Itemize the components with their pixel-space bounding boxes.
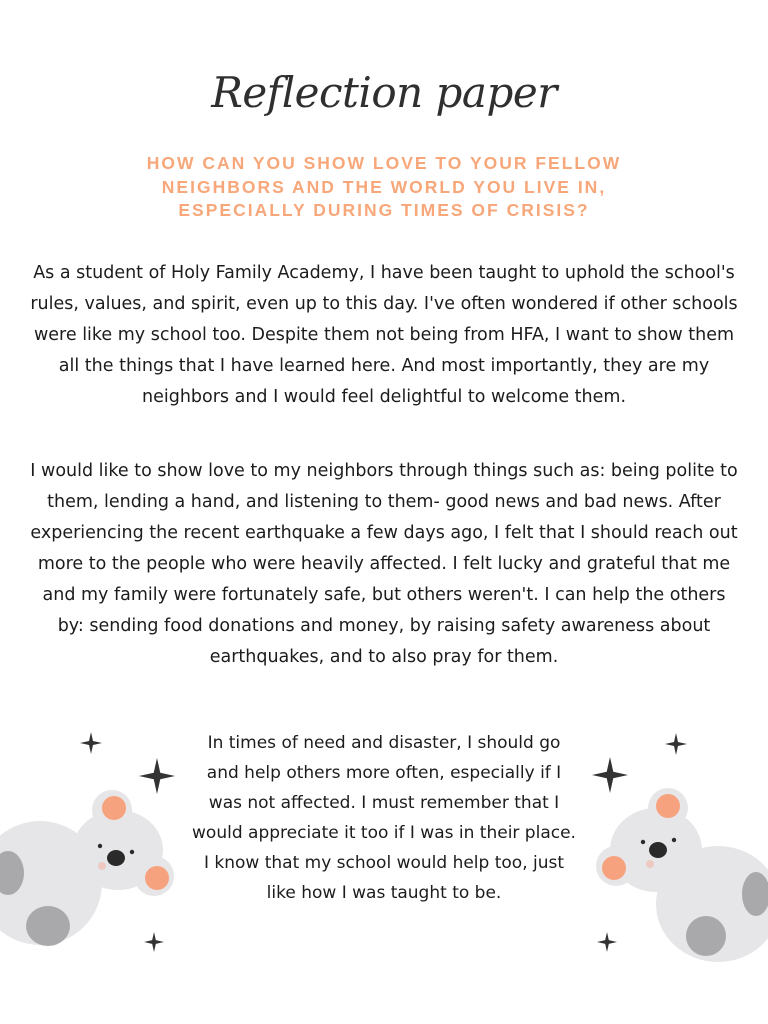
- star-icon: [139, 758, 175, 794]
- question-heading: HOW CAN YOU SHOW LOVE TO YOUR FELLOW NEIGHBORS AND THE WORLD YOU LIVE IN, ESPECIALLY DURING TIMES OF CRISIS?: [146, 153, 622, 220]
- paragraph-1: As a student of Holy Family Academy, I have been taught to uphold the school's rules, values, and spirit, even up to this day. I've often wondered if other schools were like my school too. Despite them not being from HFA, I want to show them all the things that I have learned here. And most importantly, they are my neighbors and I would feel delightful to welcome them.: [30, 263, 738, 407]
- star-icon: [80, 732, 102, 754]
- star-icon: [665, 733, 687, 755]
- paragraph-2: I would like to show love to my neighbors through things such as: being polite to them, lending a hand, and listening to them- good news and bad news. After experiencing the recent earthquake a few days ago, I felt that I should reach out more to the people who were heavily affected. I felt lucky and grateful that me and my family were fortunately safe, but others weren't. I can help the others by: sending food donations and money, by raising safety awareness about earthquakes, and to also pray for them.: [30, 461, 738, 667]
- star-icon: [592, 757, 628, 793]
- star-icon: [144, 932, 164, 952]
- page-title: Reflection paper: [211, 68, 557, 117]
- paragraph-3: In times of need and disaster, I should go and help others more often, especially if I was not affected. I must remember that I would appreciate it too if I was in their place. I know that my school would help too, just like how I was taught to be.: [192, 733, 576, 903]
- star-icon: [597, 932, 617, 952]
